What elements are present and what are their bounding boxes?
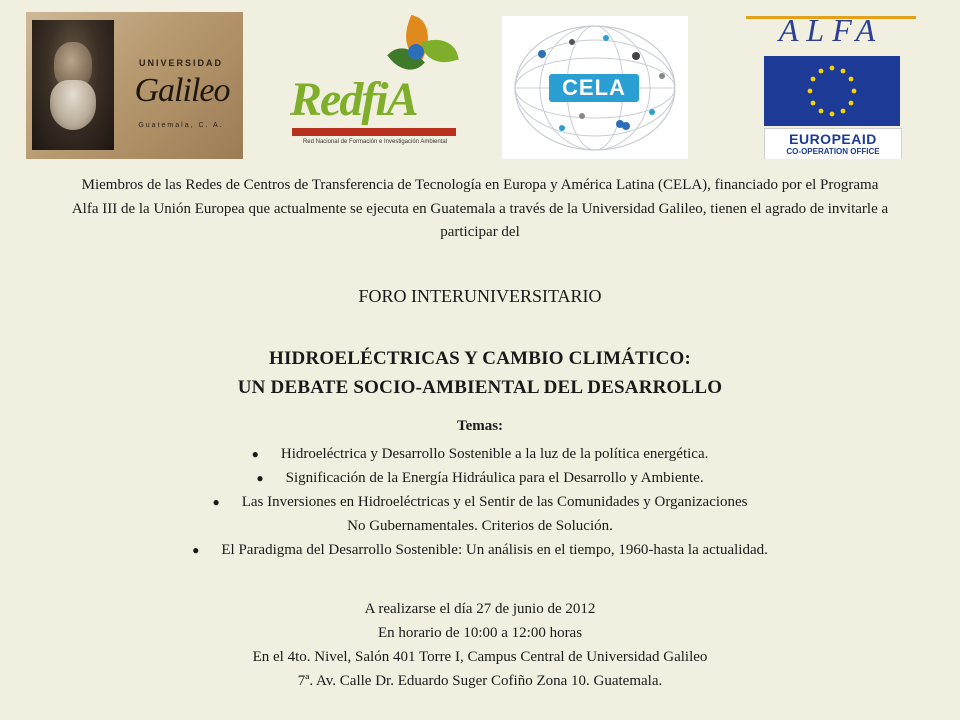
redfia-logo bbox=[286, 14, 461, 162]
redfia-logo-name: RedfiA bbox=[290, 73, 417, 126]
topic-text: El Paradigma del Desarrollo Sostenible: Un análisis en el tiempo, 1960-hasta la actualidad. bbox=[221, 542, 768, 558]
topics-list bbox=[0, 442, 960, 562]
topic-text: Significación de la Energía Hidráulica para el Desarrollo y Ambiente. bbox=[285, 470, 704, 486]
topic-text: Las Inversiones en Hidroeléctricas y el Sentir de las Comunidades y Organizaciones bbox=[241, 494, 748, 510]
list-item bbox=[0, 466, 960, 490]
topics-heading: Temas: bbox=[456, 418, 504, 434]
event-title bbox=[0, 344, 960, 402]
bullet-icon: ● bbox=[256, 471, 264, 485]
cooperation-office-text: CO-OPERATION OFFICE bbox=[786, 147, 880, 156]
list-item bbox=[0, 442, 960, 466]
galileo-logo-top-text: UNIVERSIDAD bbox=[138, 58, 223, 68]
redfia-logo-tagline: Red Nacional de Formación e Investigación Ambiental bbox=[302, 139, 448, 145]
list-item bbox=[0, 490, 960, 514]
bullet-icon: ● bbox=[212, 495, 220, 509]
galileo-portrait bbox=[32, 20, 114, 150]
bullet-icon: ● bbox=[251, 447, 259, 461]
galileo-logo bbox=[26, 12, 243, 159]
redfia-logo-bar bbox=[292, 128, 456, 136]
event-venue: En el 4to. Nivel, Salón 401 Torre I, Campus Central de Universidad Galileo bbox=[252, 649, 708, 665]
galileo-logo-bottom-text: Guatemala, C. A. bbox=[138, 122, 224, 129]
event-time: En horario de 10:00 a 12:00 horas bbox=[377, 625, 583, 641]
europeaid-box bbox=[764, 128, 902, 159]
list-item-continuation bbox=[0, 514, 960, 538]
event-title-line-1: HIDROELÉCTRICAS Y CAMBIO CLIMÁTICO: bbox=[268, 348, 692, 369]
alfa-logo-text: ALFA bbox=[778, 16, 884, 48]
europeaid-text: EUROPEAID bbox=[789, 131, 877, 147]
topic-text: No Gubernamentales. Criterios de Solución. bbox=[347, 518, 613, 534]
alfa-europeaid-logo bbox=[744, 16, 918, 159]
event-address: 7ª. Av. Calle Dr. Eduardo Suger Cofiño Zona 10. Guatemala. bbox=[297, 673, 663, 689]
intro-paragraph: Miembros de las Redes de Centros de Transferencia de Tecnología en Europa y América Latina (CELA), financiado por el Programa Alfa III de la Unión Europea que actualmente se ejecuta en Guatemala a través de la Universidad Galileo, tienen el agrado de invitarle a participar del bbox=[71, 177, 889, 240]
eu-flag-icon bbox=[764, 56, 900, 126]
cela-logo bbox=[502, 16, 688, 159]
galileo-logo-name: Galileo bbox=[134, 72, 230, 109]
bullet-icon: ● bbox=[192, 543, 200, 557]
forum-heading: FORO INTERUNIVERSITARIO bbox=[358, 286, 602, 306]
event-details bbox=[0, 597, 960, 693]
event-date: A realizarse el día 27 de junio de 2012 bbox=[364, 601, 596, 617]
cela-logo-name: CELA bbox=[549, 74, 639, 102]
list-item bbox=[0, 538, 960, 562]
topic-text: Hidroeléctrica y Desarrollo Sostenible a la luz de la política energética. bbox=[280, 446, 709, 462]
event-title-line-2: UN DEBATE SOCIO-AMBIENTAL DEL DESARROLLO bbox=[237, 377, 723, 398]
